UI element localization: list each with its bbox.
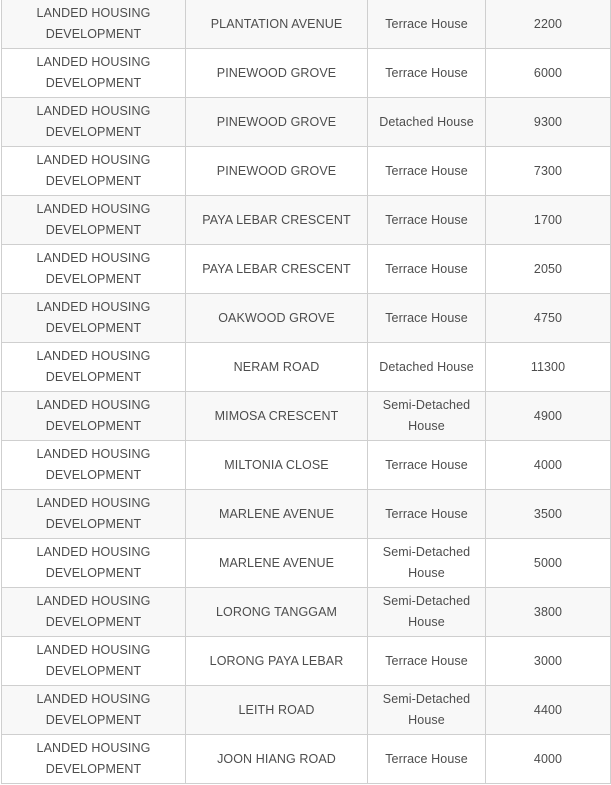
street-name-cell: JOON HIANG ROAD [186,735,368,784]
table-row [2,294,611,343]
property-type-cell: Terrace House [368,735,486,784]
table-row [2,392,611,441]
project-category-cell: LANDED HOUSING DEVELOPMENT [2,49,186,98]
monthly-rent-cell: 2200 [486,0,611,49]
street-name-cell: PAYA LEBAR CRESCENT [186,245,368,294]
table-row [2,196,611,245]
project-category-cell: LANDED HOUSING DEVELOPMENT [2,147,186,196]
project-category-cell: LANDED HOUSING DEVELOPMENT [2,0,186,49]
rental-table [1,0,611,784]
street-name-cell: LORONG PAYA LEBAR [186,637,368,686]
property-type-cell: Terrace House [368,294,486,343]
property-type-cell: Detached House [368,98,486,147]
table-row [2,441,611,490]
monthly-rent-cell: 6000 [486,49,611,98]
property-type-cell: Terrace House [368,0,486,49]
monthly-rent-cell: 4400 [486,686,611,735]
table-row [2,539,611,588]
property-type-cell: Semi-Detached House [368,539,486,588]
street-name-cell: OAKWOOD GROVE [186,294,368,343]
property-type-cell: Terrace House [368,245,486,294]
monthly-rent-cell: 4000 [486,735,611,784]
project-category-cell: LANDED HOUSING DEVELOPMENT [2,392,186,441]
project-category-cell: LANDED HOUSING DEVELOPMENT [2,588,186,637]
monthly-rent-cell: 1700 [486,196,611,245]
monthly-rent-cell: 2050 [486,245,611,294]
street-name-cell: MILTONIA CLOSE [186,441,368,490]
property-type-cell: Terrace House [368,441,486,490]
street-name-cell: MIMOSA CRESCENT [186,392,368,441]
table-row [2,343,611,392]
monthly-rent-cell: 3800 [486,588,611,637]
property-type-cell: Terrace House [368,147,486,196]
monthly-rent-cell: 11300 [486,343,611,392]
property-type-cell: Detached House [368,343,486,392]
street-name-cell: LORONG TANGGAM [186,588,368,637]
monthly-rent-cell: 4750 [486,294,611,343]
project-category-cell: LANDED HOUSING DEVELOPMENT [2,539,186,588]
street-name-cell: MARLENE AVENUE [186,490,368,539]
project-category-cell: LANDED HOUSING DEVELOPMENT [2,294,186,343]
table-row [2,490,611,539]
street-name-cell: PAYA LEBAR CRESCENT [186,196,368,245]
table-row [2,245,611,294]
table-row [2,49,611,98]
monthly-rent-cell: 4000 [486,441,611,490]
monthly-rent-cell: 9300 [486,98,611,147]
table-row [2,147,611,196]
project-category-cell: LANDED HOUSING DEVELOPMENT [2,343,186,392]
table-row [2,637,611,686]
project-category-cell: LANDED HOUSING DEVELOPMENT [2,637,186,686]
street-name-cell: PLANTATION AVENUE [186,0,368,49]
monthly-rent-cell: 7300 [486,147,611,196]
project-category-cell: LANDED HOUSING DEVELOPMENT [2,196,186,245]
table-row [2,0,611,49]
monthly-rent-cell: 4900 [486,392,611,441]
monthly-rent-cell: 5000 [486,539,611,588]
street-name-cell: MARLENE AVENUE [186,539,368,588]
project-category-cell: LANDED HOUSING DEVELOPMENT [2,735,186,784]
property-type-cell: Semi-Detached House [368,588,486,637]
project-category-cell: LANDED HOUSING DEVELOPMENT [2,98,186,147]
property-type-cell: Terrace House [368,196,486,245]
table-row [2,686,611,735]
rental-table-body [2,0,611,784]
table-row [2,735,611,784]
street-name-cell: PINEWOOD GROVE [186,147,368,196]
project-category-cell: LANDED HOUSING DEVELOPMENT [2,490,186,539]
table-row [2,98,611,147]
street-name-cell: NERAM ROAD [186,343,368,392]
street-name-cell: PINEWOOD GROVE [186,49,368,98]
street-name-cell: PINEWOOD GROVE [186,98,368,147]
street-name-cell: LEITH ROAD [186,686,368,735]
monthly-rent-cell: 3500 [486,490,611,539]
project-category-cell: LANDED HOUSING DEVELOPMENT [2,441,186,490]
property-type-cell: Terrace House [368,637,486,686]
property-type-cell: Semi-Detached House [368,686,486,735]
project-category-cell: LANDED HOUSING DEVELOPMENT [2,686,186,735]
property-type-cell: Terrace House [368,490,486,539]
table-row [2,588,611,637]
monthly-rent-cell: 3000 [486,637,611,686]
project-category-cell: LANDED HOUSING DEVELOPMENT [2,245,186,294]
property-type-cell: Semi-Detached House [368,392,486,441]
property-type-cell: Terrace House [368,49,486,98]
